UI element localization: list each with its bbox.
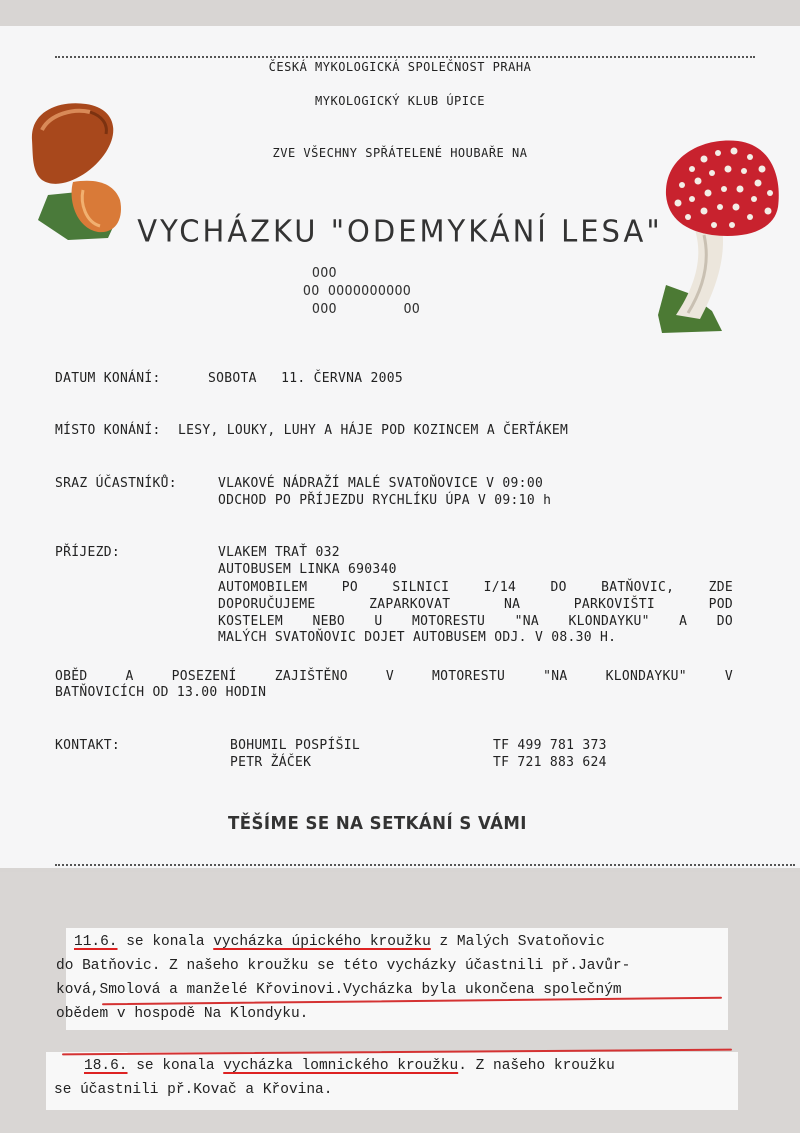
meeting-line-1: VLAKOVÉ NÁDRAŽÍ MALÉ SVATOŇOVICE V 09:00 xyxy=(218,476,544,491)
note2-text-a: se konala xyxy=(127,1058,224,1074)
date-value: SOBOTA 11. ČERVNA 2005 xyxy=(208,371,404,386)
club-name: MYKOLOGICKÝ KLUB ÚPICE xyxy=(315,94,485,108)
bottom-dotted-rule xyxy=(55,864,795,866)
note1-highlight: vycházka úpického kroužku xyxy=(213,934,431,950)
code-line-2: OO OOOOOOOOOO xyxy=(303,284,412,299)
meeting-label: SRAZ ÚČASTNÍKŮ: xyxy=(55,476,177,491)
arrival-line-1: VLAKEM TRAŤ 032 xyxy=(218,545,340,560)
contact-person-1: BOHUMIL POSPÍŠIL xyxy=(230,738,361,753)
contact-person-2: PETR ŽÁČEK xyxy=(230,755,312,770)
contact-phone-1: TF 499 781 373 xyxy=(493,738,607,753)
note1-text-b: z Malých Svatoňovic xyxy=(430,934,605,950)
report-clipping-1 xyxy=(56,928,728,1030)
note1-date: 11.6. xyxy=(74,934,118,950)
arrival-line-2: AUTOBUSEM LINKA 690340 xyxy=(218,562,397,577)
note1-line-2: do Batňovic. Z našeho kroužku se této vycházky účastnili př.Javůr- xyxy=(56,958,631,974)
note1-text-a: se konala xyxy=(117,934,214,950)
code-line-3: OOO OO xyxy=(312,302,421,317)
place-value: LESY, LOUKY, LUHY A HÁJE POD KOZINCEM A ČERŤÁKEM xyxy=(178,423,569,438)
note2-date: 18.6. xyxy=(84,1058,128,1074)
lunch-line-2: BATŇOVICÍCH OD 13.00 HODIN xyxy=(55,685,267,700)
note2-highlight: vycházka lomnického kroužku xyxy=(223,1058,459,1074)
note1-line-3: ková,Smolová a manželé Křovinovi.Vycházka byla ukončena společným xyxy=(56,982,622,998)
report-clipping-2 xyxy=(46,1052,738,1110)
date-label: DATUM KONÁNÍ: xyxy=(55,371,161,386)
place-label: MÍSTO KONÁNÍ: xyxy=(55,423,161,438)
invitation-line: ZVE VŠECHNY SPŘÁTELENÉ HOUBAŘE NA xyxy=(272,146,528,160)
note1-line-4: obědem v hospodě Na Klondyku. xyxy=(56,1006,309,1022)
society-name: ČESKÁ MYKOLOGICKÁ SPOLEČNOST PRAHA xyxy=(268,60,532,74)
lunch-line-1: OBĚD A POSEZENÍ ZAJIŠTĚNO V MOTORESTU "NA KLONDAYKU" V xyxy=(55,669,733,684)
contact-phone-2: TF 721 883 624 xyxy=(493,755,607,770)
arrival-line-3: AUTOMOBILEM PO SILNICI I/14 DO BATŇOVIC, ZDE xyxy=(218,580,733,595)
arrival-line-5: KOSTELEM NEBO U MOTORESTU "NA KLONDAYKU" A DO xyxy=(218,614,733,629)
arrival-line-6: MALÝCH SVATOŇOVIC DOJET AUTOBUSEM ODJ. V 08.30 H. xyxy=(218,630,617,645)
arrival-label: PŘÍJEZD: xyxy=(55,545,121,560)
note1-line-1 xyxy=(74,930,720,954)
contact-label: KONTAKT: xyxy=(55,738,121,753)
code-line-1: OOO xyxy=(312,266,337,281)
closing-line: TĚŠÍME SE NA SETKÁNÍ S VÁMI xyxy=(228,813,527,834)
event-title: VYCHÁZKU "ODEMYKÁNÍ LESA" xyxy=(137,213,663,249)
top-dotted-rule xyxy=(55,56,755,58)
meeting-line-2: ODCHOD PO PŘÍJEZDU RYCHLÍKU ÚPA V 09:10 h xyxy=(218,493,552,508)
note2-text-b: . Z našeho kroužku xyxy=(458,1058,615,1074)
note2-line-2: se účastnili př.Kovač a Křovina. xyxy=(54,1082,333,1098)
bolete-mushroom-image xyxy=(28,100,128,242)
note2-line-1 xyxy=(54,1054,730,1078)
arrival-line-4: DOPORUČUJEME ZAPARKOVAT NA PARKOVIŠTI POD xyxy=(218,597,733,612)
